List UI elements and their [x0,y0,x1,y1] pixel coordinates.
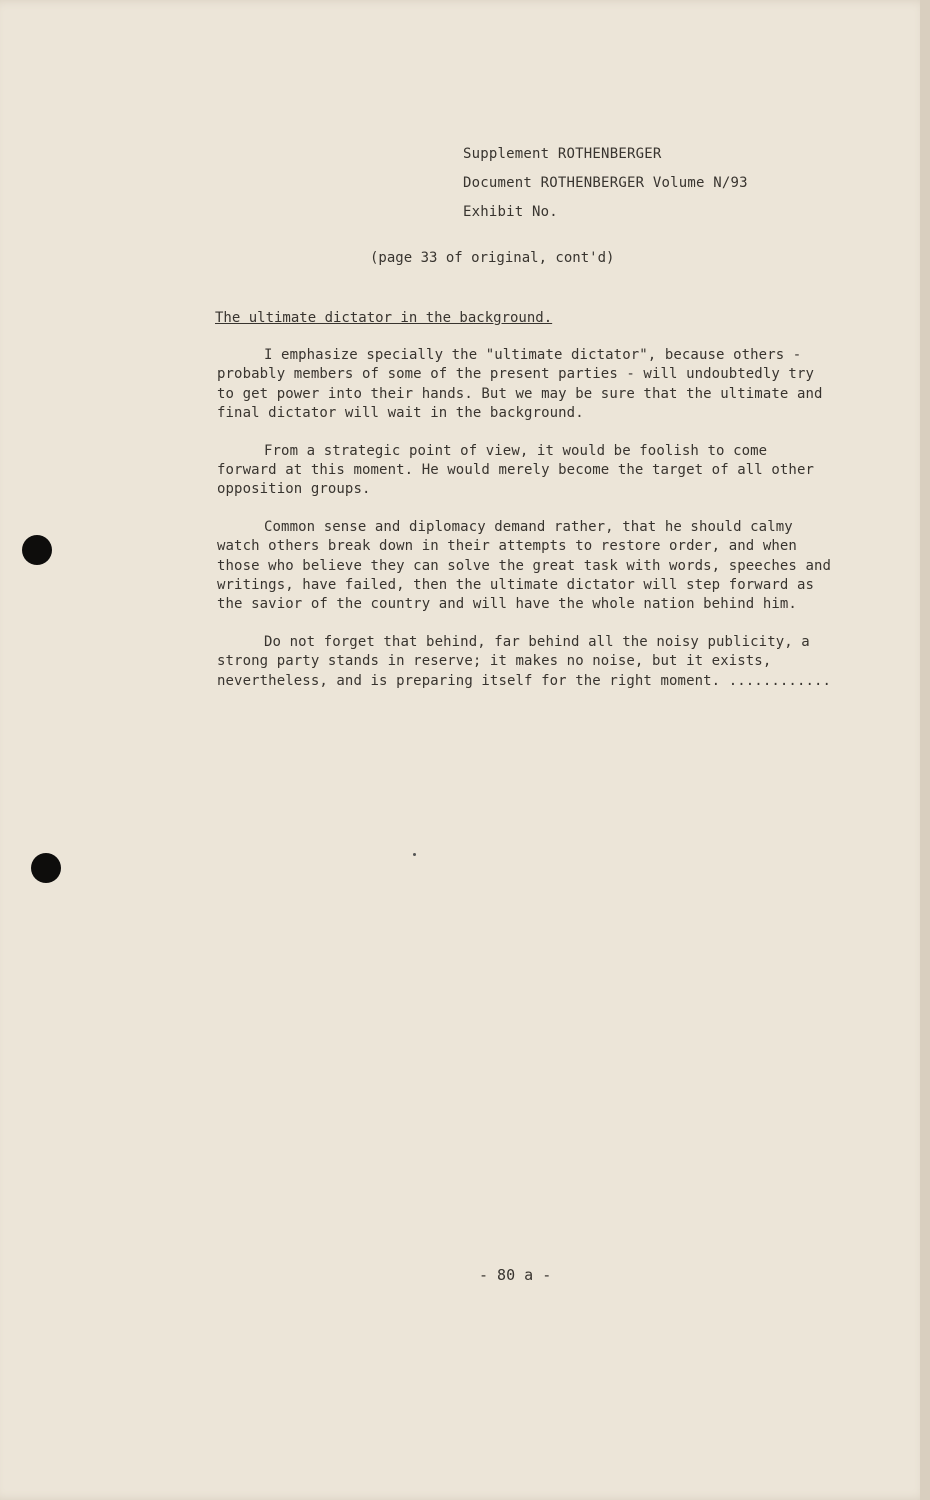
header-supplement: Supplement ROTHENBERGER [463,146,662,162]
paragraph: From a strategic point of view, it would be foolish to come forward at this moment. He would merely become the target of all other opposition groups. [217,442,815,498]
document-header [463,140,748,227]
page-number: - 80 a - [479,1266,552,1284]
paragraph: Common sense and diplomacy demand rather, that he should calmy watch others break down in their attempts to restore order, and when those who believe they can solve the great task with words, speeches and writings, have failed, then the ultimate dictator will step forward as the savior of the country and will have the whole nation behind him. [217,518,832,613]
header-exhibit: Exhibit No. [463,204,558,220]
section-heading: The ultimate dictator in the background. [215,310,553,326]
punch-hole [31,853,61,883]
continued-note: (page 33 of original, cont'd) [370,250,615,266]
paper-speck [413,853,416,856]
body-text [217,346,832,709]
page-edge [920,0,930,1500]
header-document: Document ROTHENBERGER Volume N/93 [463,175,748,191]
paragraph: I emphasize specially the "ultimate dictator", because others - probably members of some of the present parties - will undoubtedly try to get power into their hands. But we may be sure that the ultimate and final dictator will wait in the background. [217,347,823,422]
punch-hole [22,535,52,565]
paragraph: Do not forget that behind, far behind all the noisy publicity, a strong party stands in reserve; it makes no noise, but it exists, nevertheless, and is preparing itself for the right moment. ............ [217,633,832,689]
